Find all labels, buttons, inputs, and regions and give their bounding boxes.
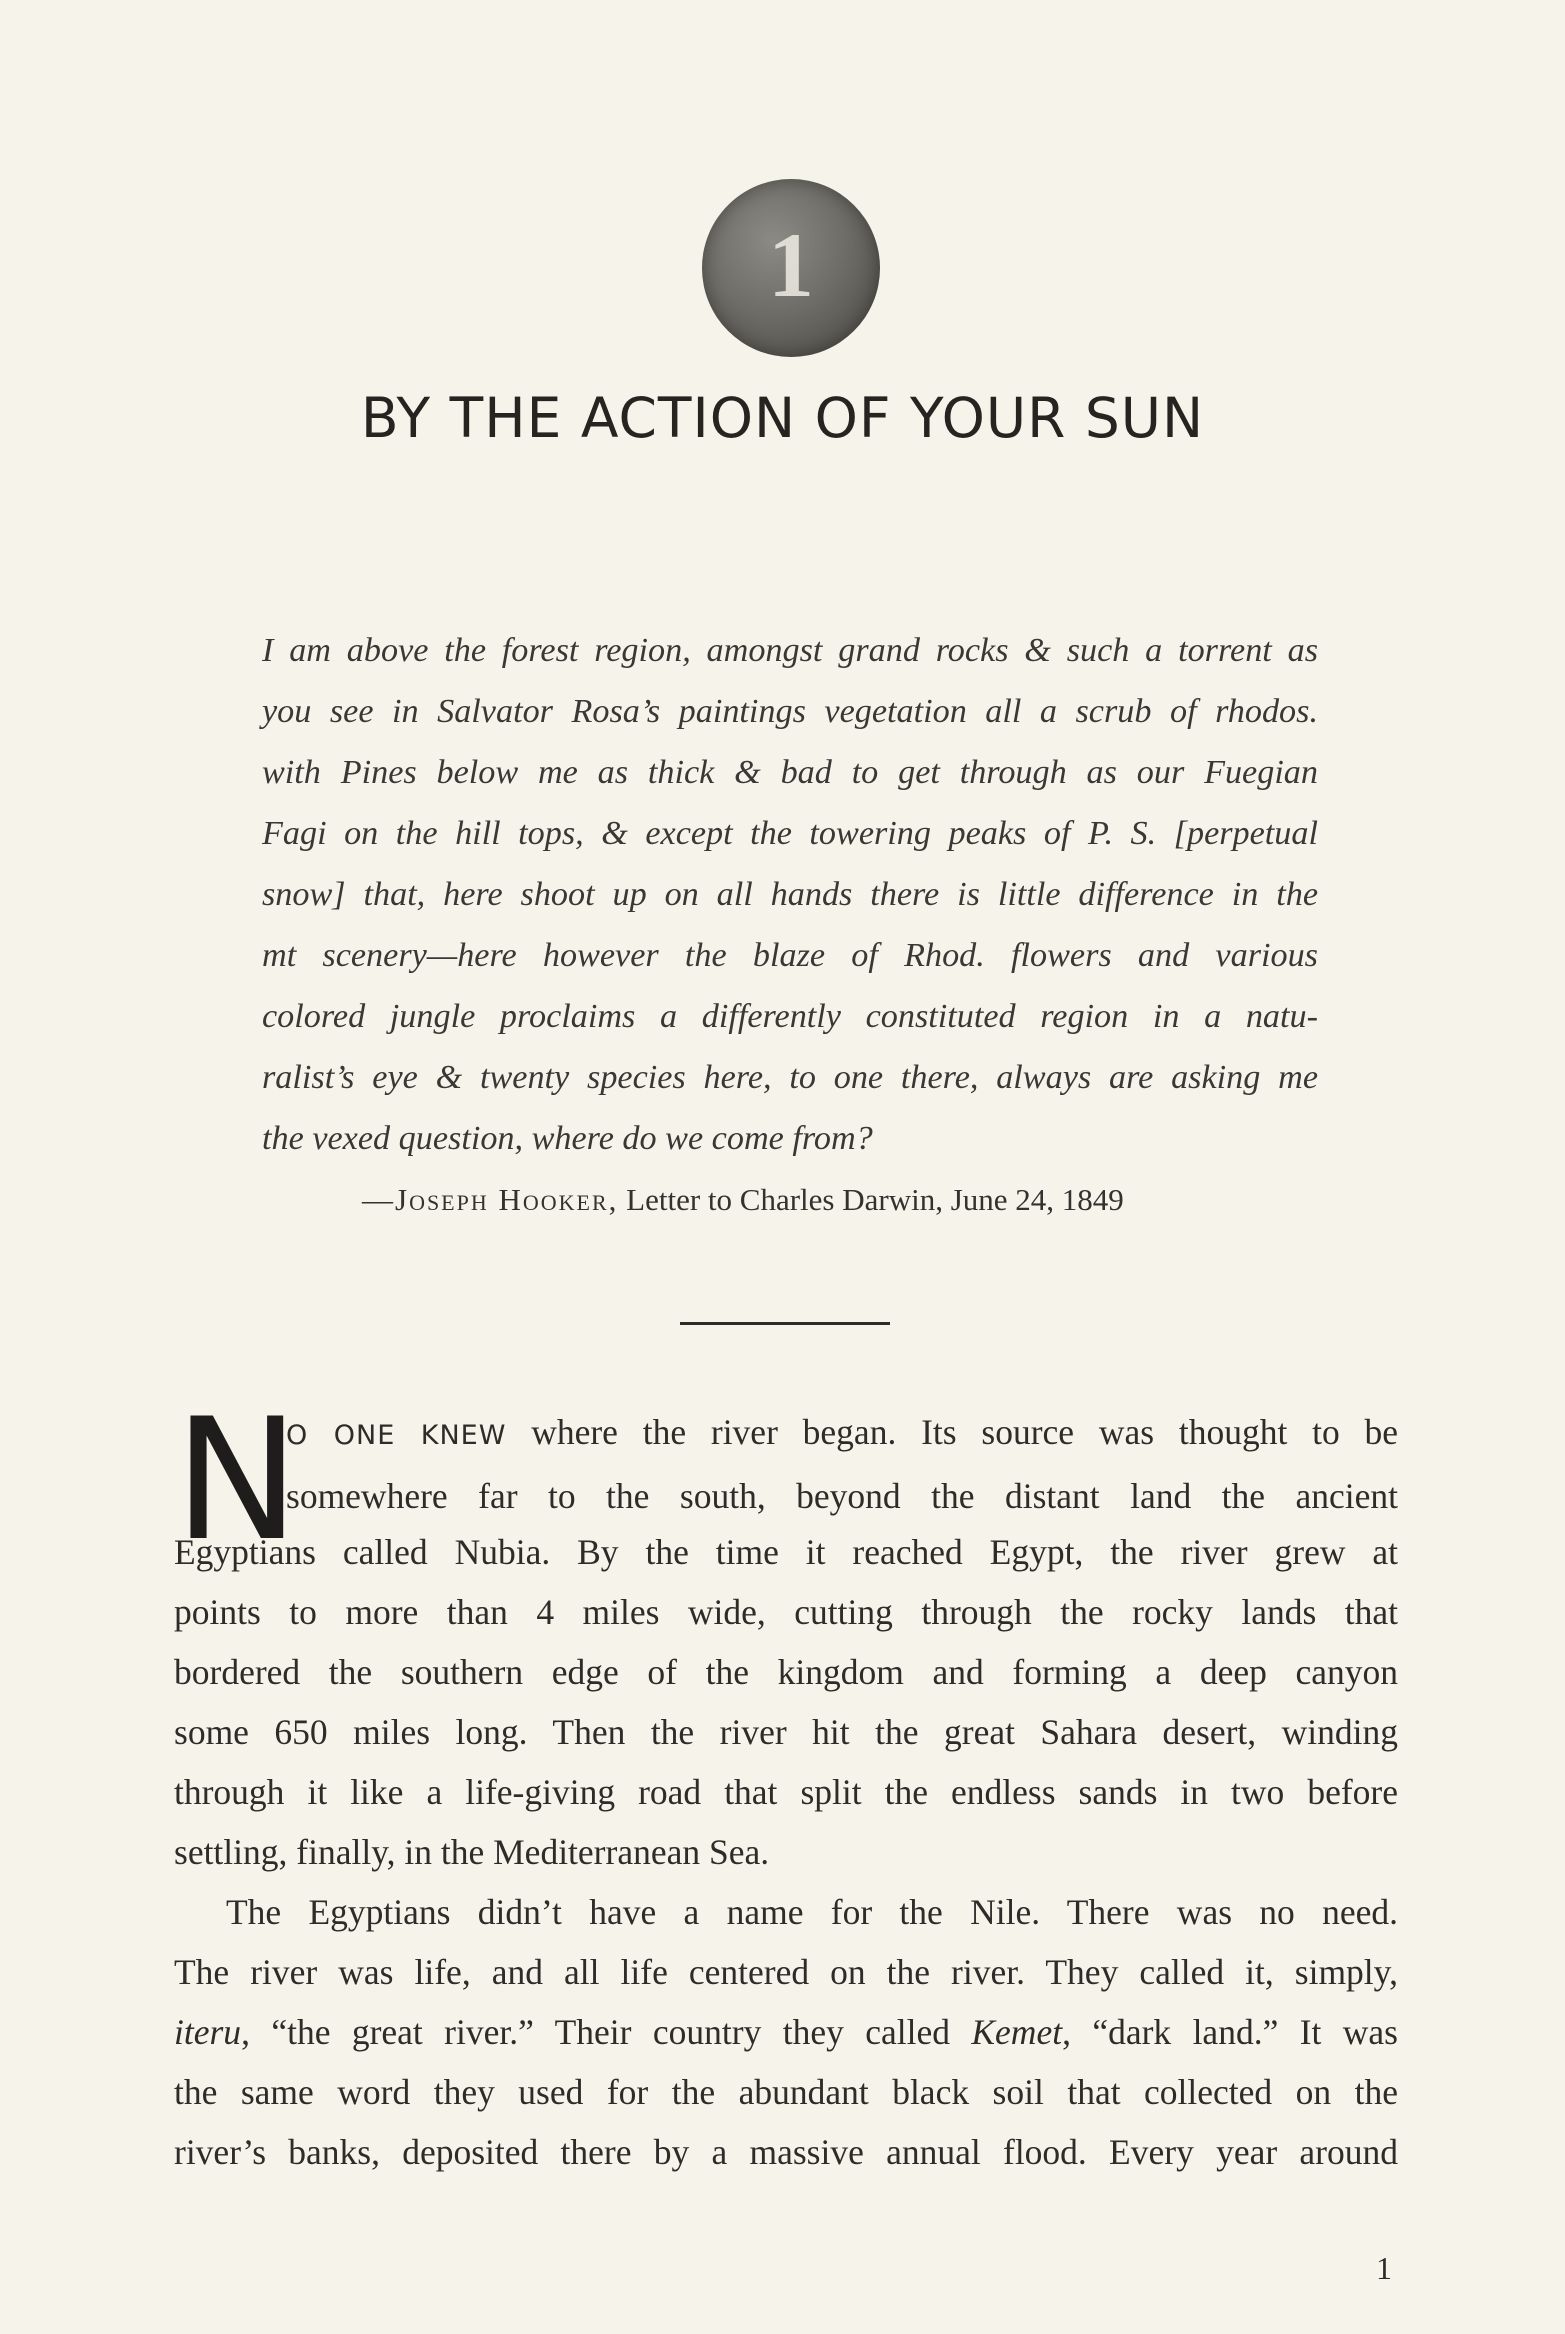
body-line: river’s banks, deposited there by a massive annual flood. Every year around: [174, 2132, 1398, 2172]
epigraph-line: Fagi on the hill tops, & except the towering peaks of P. S. [perpetual: [262, 815, 1318, 852]
body-line: the same word they used for the abundant black soil that collected on the: [174, 2072, 1398, 2112]
epigraph-attribution: [362, 1182, 1124, 1218]
drop-cap: N: [174, 1382, 300, 1578]
italic-word-kemet: Kemet: [971, 2012, 1063, 2052]
epigraph: [262, 620, 1318, 1169]
epigraph-line: the vexed question, where do we come from?: [262, 1120, 873, 1157]
body-line: The river was life, and all life centered on the river. They called it, simply,: [174, 1952, 1398, 1992]
body-line: [174, 2002, 1398, 2062]
italic-word-iteru: iteru: [174, 2012, 242, 2052]
body-line: through it like a life-giving road that split the endless sands in two before: [174, 1772, 1398, 1812]
chapter-number: 1: [768, 214, 814, 316]
attribution-source: Letter to Charles Darwin, June 24, 1849: [626, 1182, 1124, 1217]
body-line: some 650 miles long. Then the river hit the great Sahara desert, winding: [174, 1712, 1398, 1752]
body-text: [174, 1382, 1398, 2182]
body-line: settling, finally, in the Mediterranean Sea.: [174, 1832, 770, 1872]
section-divider: [680, 1322, 890, 1325]
epigraph-line: mt scenery—here however the blaze of Rhod. flowers and various: [262, 937, 1318, 974]
body-line: Egyptians called Nubia. By the time it reached Egypt, the river grew at: [174, 1532, 1398, 1572]
body-line-text: , “dark land.” It was: [1062, 2012, 1398, 2052]
lead-in-small-caps: O ONE KNEW: [286, 1420, 507, 1451]
body-line: The Egyptians didn’t have a name for the Nile. There was no need.: [226, 1892, 1398, 1932]
epigraph-line: I am above the forest region, amongst grand rocks & such a torrent as: [262, 632, 1318, 669]
epigraph-line: snow] that, here shoot up on all hands there is little difference in the: [262, 876, 1318, 913]
body-line: points to more than 4 miles wide, cutting through the rocky lands that: [174, 1592, 1398, 1632]
chapter-title: BY THE ACTION OF YOUR SUN: [360, 386, 1205, 450]
body-line: bordered the southern edge of the kingdom and forming a deep canyon: [174, 1652, 1398, 1692]
epigraph-line: ralist’s eye & twenty species here, to one there, always are asking me: [262, 1059, 1318, 1096]
attribution-name: —Joseph Hooker,: [362, 1182, 619, 1217]
body-line-text: where the river began. Its source was thought to be: [506, 1412, 1398, 1452]
body-line-text: , “the great river.” Their country they called: [241, 2012, 972, 2052]
page-number: 1: [1376, 2250, 1392, 2286]
chapter-number-badge: [702, 179, 880, 357]
body-line: somewhere far to the south, beyond the distant land the ancient: [286, 1476, 1398, 1516]
epigraph-line: colored jungle proclaims a differently constituted region in a natu-: [262, 998, 1318, 1035]
epigraph-line: with Pines below me as thick & bad to get through as our Fuegian: [262, 754, 1318, 791]
epigraph-line: you see in Salvator Rosa’s paintings vegetation all a scrub of rhodos.: [262, 693, 1318, 730]
body-line: [286, 1402, 1398, 1466]
